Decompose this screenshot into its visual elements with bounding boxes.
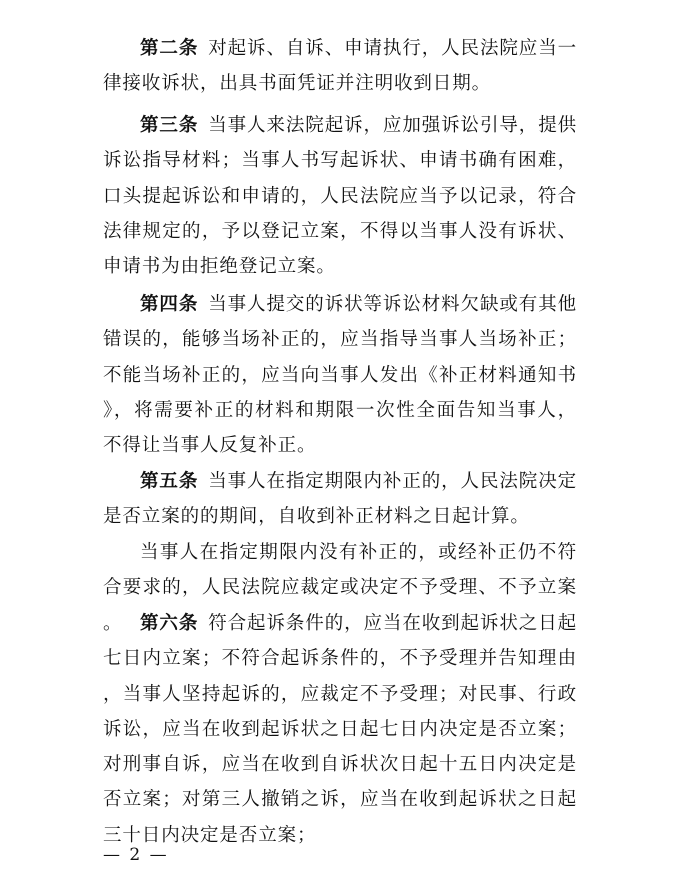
- article-2-heading: 第二条: [140, 38, 199, 59]
- page-number: — 2 —: [103, 845, 169, 865]
- article-5-text: 当事人在指定期限内补正的，人民法院决定是否立案的的期间，自收到补正材料之日起计算。: [103, 471, 577, 528]
- article-5-continuation-text: 当事人在指定期限内没有补正的，或经补正仍不符合要求的，人民法院应裁定或决定不予受理、不予立案。: [103, 542, 577, 634]
- article-4-heading: 第四条: [140, 294, 199, 315]
- article-5-heading: 第五条: [140, 471, 199, 492]
- article-3-heading: 第三条: [140, 115, 199, 136]
- article-2-text: 对起诉、自诉、申请执行，人民法院应当一律接收诉状，出具书面凭证并注明收到日期。: [103, 38, 577, 95]
- article-4-text: 当事人提交的诉状等诉讼材料欠缺或有其他错误的，能够当场补正的，应当指导当事人当场补正；不能当场补正的，应当向当事人发出《补正材料通知书》，将需要补正的材料和期限一次性全面告知当事人，不得让当事人反复补正。: [103, 294, 577, 457]
- article-6-text: 符合起诉条件的，应当在收到起诉状之日起七日内立案；不符合起诉条件的，不予受理并告知理由，当事人坚持起诉的，应裁定不予受理；对民事、行政诉讼，应当在收到起诉状之日起七日内决定是否立案；对刑事自诉，应当在收到自诉状次日起十五日内决定是否立案；对第三人撤销之诉，应当在收到起诉状之日起三十日内决定是否立案；: [103, 613, 577, 846]
- article-5-paragraph: [103, 464, 577, 535]
- article-3-text: 当事人来法院起诉，应加强诉讼引导，提供诉讼指导材料；当事人书写起诉状、申请书确有困难，口头提起诉讼和申请的，人民法院应当予以记录，符合法律规定的，予以登记立案，不得以当事人没有诉状、申请书为由拒绝登记立案。: [103, 115, 577, 278]
- article-4-paragraph: [103, 287, 577, 463]
- article-6-paragraph: [103, 606, 577, 853]
- article-2-paragraph: [103, 31, 577, 102]
- article-6-heading: 第六条: [140, 613, 199, 634]
- article-3-paragraph: [103, 108, 577, 284]
